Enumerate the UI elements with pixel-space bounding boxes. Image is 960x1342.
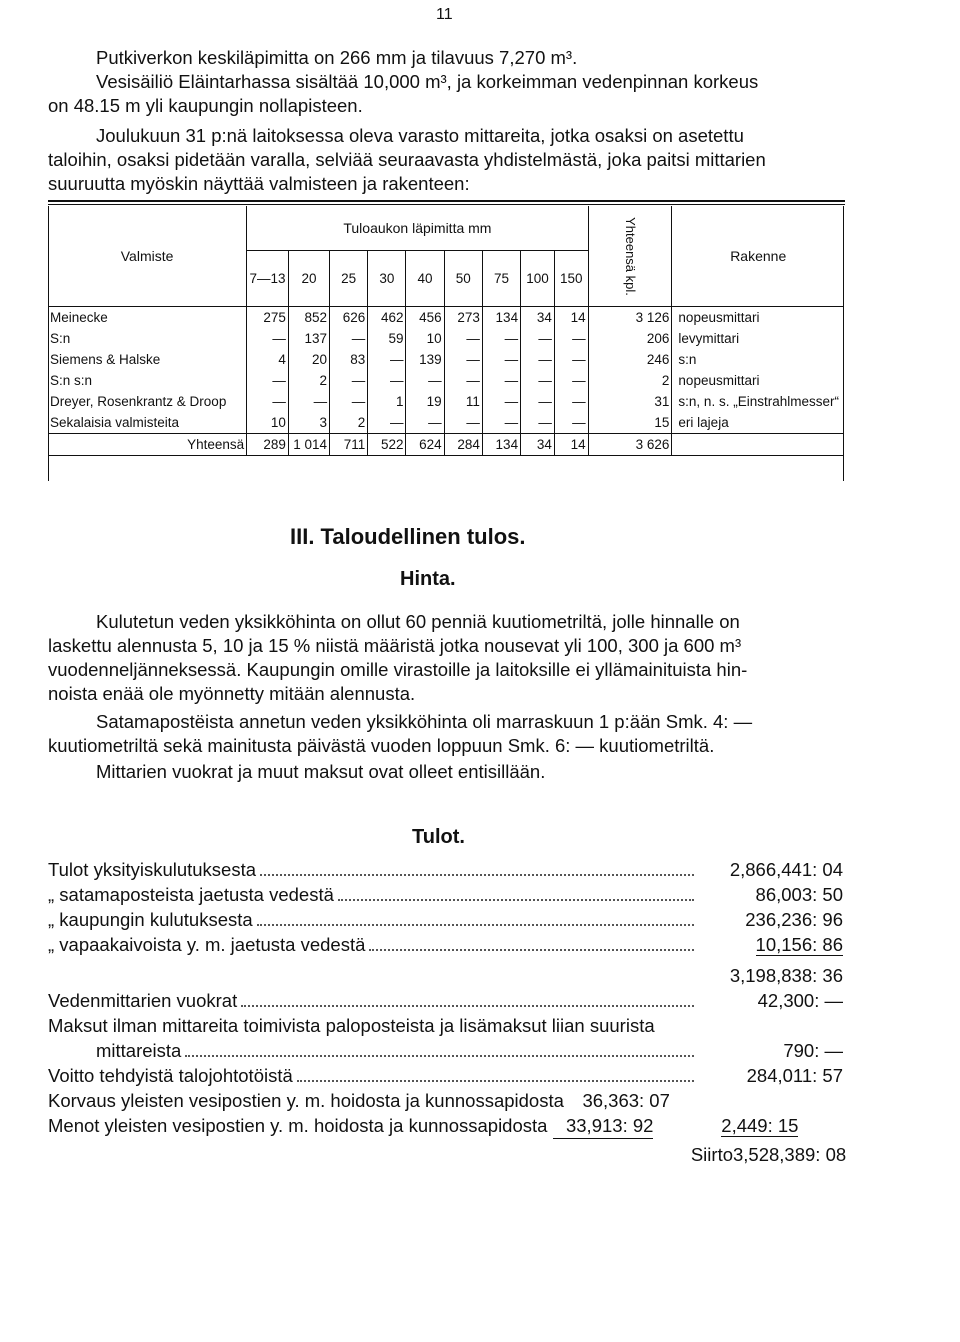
maker-name: S:n s:n: [50, 373, 93, 388]
size-header: 7—13: [247, 250, 289, 306]
table-top-rule-2: [48, 204, 845, 205]
count-cell: 34: [521, 307, 555, 329]
maker-name: Siemens & Halske: [50, 352, 161, 367]
count-cell: —: [406, 412, 444, 434]
maker-name: Sekalaisia valmisteita: [50, 415, 180, 430]
count-cell: —: [330, 391, 368, 412]
count-cell: 20: [288, 349, 329, 370]
count-cell: —: [482, 328, 520, 349]
total-cell: 624: [406, 434, 444, 456]
price-paragraph-3: Mittarien vuokrat ja muut maksut ovat olleet entisillään.: [96, 761, 546, 782]
count-cell: 137: [288, 328, 329, 349]
count-cell: —: [482, 349, 520, 370]
count-cell: 462: [368, 307, 406, 329]
meter-summary-table: [48, 206, 844, 456]
count-cell: 10: [406, 328, 444, 349]
maker-name: Meinecke: [50, 310, 108, 325]
count-cell: —: [554, 328, 588, 349]
header-rakenne: Rakenne: [672, 206, 844, 307]
ledger-row-korvaus: Korvaus yleisten vesipostien y. m. hoidosta ja kunnossapidosta 36,363: 07: [48, 1090, 670, 1111]
count-cell: —: [554, 412, 588, 434]
count-cell: —: [521, 328, 555, 349]
count-cell: —: [521, 370, 555, 391]
section-subheading: Hinta.: [400, 568, 456, 590]
count-cell: —: [330, 328, 368, 349]
total-cell: 1 014: [288, 434, 329, 456]
count-cell: 626: [330, 307, 368, 329]
count-cell: —: [444, 370, 482, 391]
price-paragraph-2: Satamapostëista annetun veden yksikköhinta oli marraskuun 1 p:ään Smk. 4: — kuutiometriltä sekä mainitusta päivästä vuoden loppuun Smk. 6: — kuutiometriltä.: [48, 711, 753, 756]
ledger-row: „ vapaakaivoista y. m. jaetusta vedestä 10,156: 86: [48, 934, 843, 955]
table-left-rule: [48, 206, 49, 481]
count-cell: 456: [406, 307, 444, 329]
meter-type: nopeusmittari: [678, 373, 760, 388]
size-header: 40: [406, 250, 444, 306]
ledger-row-maksut-2: mittareista 790: —: [96, 1040, 843, 1061]
count-cell: —: [330, 370, 368, 391]
table-right-rule: [843, 206, 844, 481]
total-cell: 289: [247, 434, 289, 456]
meter-type: nopeusmittari: [678, 310, 760, 325]
size-header: 100: [521, 250, 555, 306]
count-cell: —: [482, 412, 520, 434]
size-header: 50: [444, 250, 482, 306]
count-cell: —: [406, 370, 444, 391]
total-cell: 522: [368, 434, 406, 456]
count-cell: —: [444, 349, 482, 370]
size-header: 25: [330, 250, 368, 306]
count-cell: 14: [554, 307, 588, 329]
size-header: 20: [288, 250, 329, 306]
ledger-row: Tulot yksityiskulutuksesta 2,866,441: 04: [48, 859, 843, 880]
count-cell: —: [482, 391, 520, 412]
total-cell: 711: [330, 434, 368, 456]
table-row: [48, 349, 844, 370]
meter-type: levymittari: [678, 331, 740, 346]
table-row: [48, 412, 844, 434]
intro-paragraph-2: Joulukuun 31 p:nä laitoksessa oleva varasto mittareita, jotka osaksi on asetettu taloihin, osaksi pidetään varalla, selviää seuraavasta yhdistelmästä, joka paitsi mittarien suuruutta myöskin näyttää valmisteen ja rakenteen:: [48, 125, 766, 194]
meter-type: s:n: [678, 352, 697, 367]
table-row: [48, 391, 844, 412]
ledger-siirto: Siirto 3,528,389: 08: [690, 1144, 847, 1165]
ledger-row-maksut-1: Maksut ilman mittareita toimivista paloposteista ja lisämaksut liian suurista: [48, 1015, 655, 1036]
total-cell: 14: [554, 434, 588, 456]
header-total: Yhteensä kpl.: [588, 206, 672, 307]
meter-type: eri lajeja: [678, 415, 729, 430]
row-total: 31: [588, 391, 672, 412]
page-number: 11: [436, 6, 453, 23]
price-paragraph-1: Kulutetun veden yksikköhinta on ollut 60 penniä kuutiometriltä, jolle hinnalle on laskettu alennusta 5, 10 ja 15 % niistä määristä jotka nousevat yli 100, 300 ja 600 m³ vuodenneljänneksessä. Kaupungin omille virastoille ja laitoksille ei yllämainituista hin- noista enää ole myönnetty mitään alennusta.: [48, 611, 748, 704]
row-total: 2: [588, 370, 672, 391]
table-row: [48, 328, 844, 349]
count-cell: 1: [368, 391, 406, 412]
count-cell: 852: [288, 307, 329, 329]
count-cell: —: [554, 349, 588, 370]
count-cell: 3: [288, 412, 329, 434]
ledger-row: „ satamaposteista jaetusta vedestä 86,003: 50: [48, 884, 843, 905]
count-cell: —: [444, 412, 482, 434]
count-cell: 2: [330, 412, 368, 434]
count-cell: —: [368, 412, 406, 434]
count-cell: 273: [444, 307, 482, 329]
total-cell: 34: [521, 434, 555, 456]
count-cell: 2: [288, 370, 329, 391]
table-top-rule: [48, 200, 845, 202]
count-cell: —: [482, 370, 520, 391]
count-cell: 11: [444, 391, 482, 412]
count-cell: 19: [406, 391, 444, 412]
section-heading: III. Taloudellinen tulos.: [290, 524, 526, 549]
count-cell: —: [554, 391, 588, 412]
count-cell: —: [521, 412, 555, 434]
maker-name: S:n: [50, 331, 71, 346]
ledger-row: Vedenmittarien vuokrat 42,300: —: [48, 990, 843, 1011]
income-ledger: [48, 858, 847, 1168]
count-cell: —: [247, 391, 289, 412]
count-cell: 139: [406, 349, 444, 370]
total-cell: 134: [482, 434, 520, 456]
intro-paragraph-1: Putkiverkon keskiläpimitta on 266 mm ja tilavuus 7,270 m³. Vesisäiliö Eläintarhassa sisältää 10,000 m³, ja korkeimman vedenpinnan korkeus on 48.15 m yli kaupungin nollapisteen.: [48, 47, 759, 116]
row-total: 15: [588, 412, 672, 434]
header-valmiste: Valmiste: [120, 248, 174, 264]
row-total: 246: [588, 349, 672, 370]
count-cell: —: [288, 391, 329, 412]
size-header: 30: [368, 250, 406, 306]
count-cell: —: [521, 349, 555, 370]
count-cell: 275: [247, 307, 289, 329]
grand-total: 3 626: [588, 434, 672, 456]
size-header: 150: [554, 250, 588, 306]
count-cell: —: [521, 391, 555, 412]
count-cell: 134: [482, 307, 520, 329]
count-cell: —: [247, 370, 289, 391]
tulot-heading: Tulot.: [412, 826, 465, 848]
count-cell: 83: [330, 349, 368, 370]
ledger-row-menot: Menot yleisten vesipostien y. m. hoidosta ja kunnossapidosta 33,913: 92 2,449: 15: [48, 1114, 843, 1139]
maker-name: Dreyer, Rosenkrantz & Droop: [50, 394, 227, 409]
count-cell: —: [368, 370, 406, 391]
count-cell: —: [444, 328, 482, 349]
total-cell: 284: [444, 434, 482, 456]
table-row: [48, 370, 844, 391]
count-cell: —: [368, 349, 406, 370]
size-header: 75: [482, 250, 520, 306]
count-cell: —: [554, 370, 588, 391]
ledger-row: Voitto tehdyistä talojohtotöistä 284,011: 57: [48, 1065, 843, 1086]
totals-label: Yhteensä: [187, 437, 245, 452]
meter-type: s:n, n. s. „Einstrahlmesser“: [678, 394, 839, 409]
count-cell: —: [247, 328, 289, 349]
ledger-row: „ kaupungin kulutuksesta 236,236: 96: [48, 909, 843, 930]
table-row: [48, 307, 844, 329]
count-cell: 59: [368, 328, 406, 349]
ledger-subtotal: 3,198,838: 36: [729, 965, 843, 986]
row-total: 206: [588, 328, 672, 349]
count-cell: 4: [247, 349, 289, 370]
header-size-group: Tuloaukon läpimitta mm: [247, 206, 588, 250]
table-totals-row: [48, 434, 844, 456]
count-cell: 10: [247, 412, 289, 434]
row-total: 3 126: [588, 307, 672, 329]
